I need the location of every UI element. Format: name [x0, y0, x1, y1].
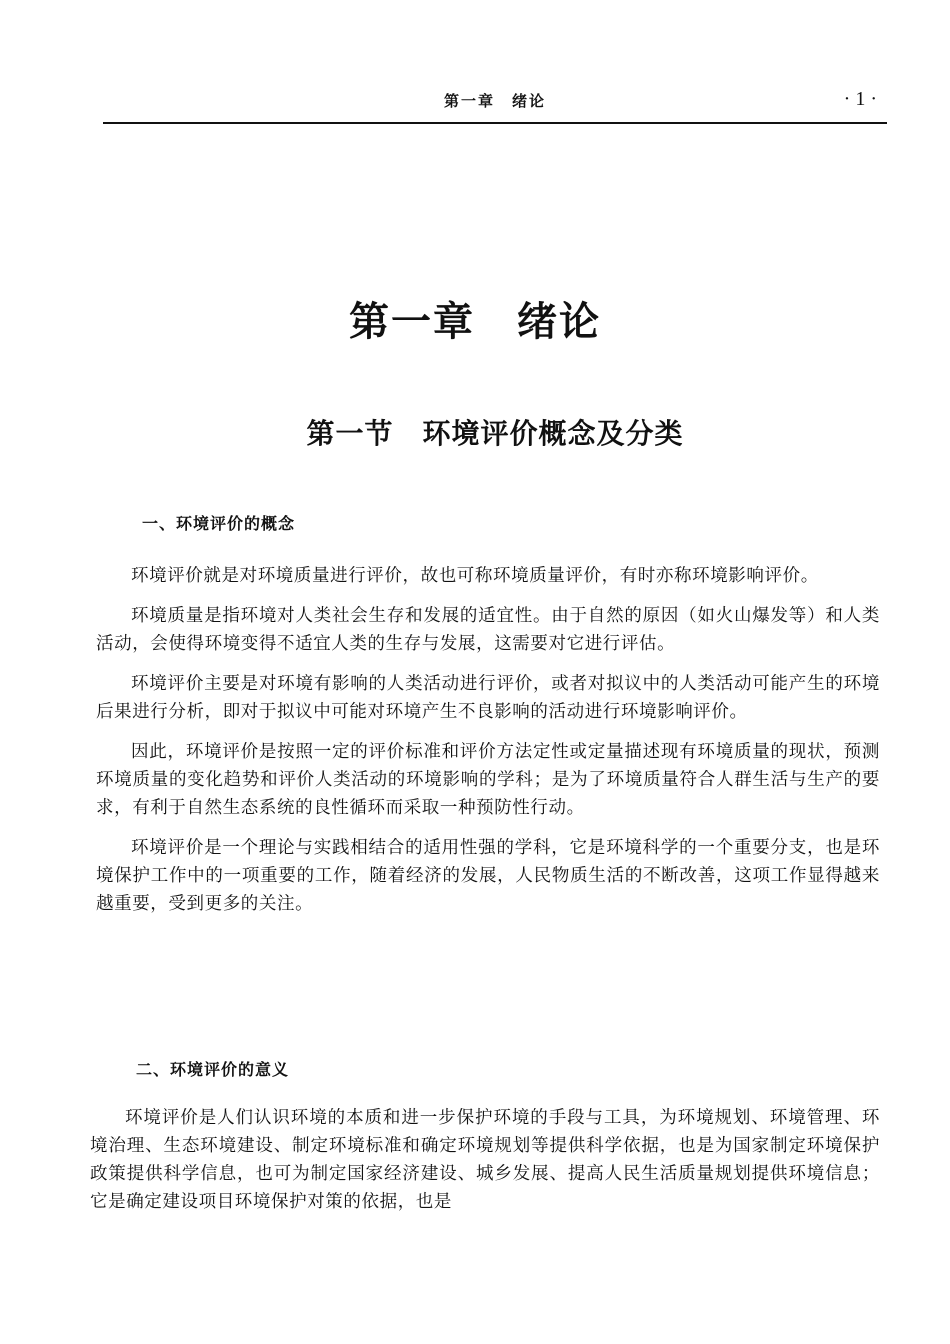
paragraph: 环境评价就是对环境质量进行评价，故也可称环境质量评价，有时亦称环境影响评价。 — [131, 566, 819, 586]
section-title: 第一节 环境评价概念及分类 — [306, 417, 684, 450]
chapter-title: 第一章 绪论 — [349, 299, 601, 345]
paragraph: 因此，环境评价是按照一定的评价标准和评价方法定性或定量描述现有环境质量的现状，预测环境质量的变化趋势和评价人类活动的环境影响的学科；是为了环境质量符合人群生活与生产的要求，有利于自然生态系统的良性循环而采取一种预防性行动。 — [96, 742, 880, 818]
page-number: · 1 · — [843, 88, 877, 110]
running-title: 第一章 绪论 — [443, 92, 546, 110]
subsection-body-concept — [96, 562, 880, 930]
subsection-heading-significance: 二、环境评价的意义 — [136, 1060, 290, 1079]
running-header — [103, 88, 887, 118]
subsection-heading-concept: 一、环境评价的概念 — [142, 514, 296, 533]
header-rule — [103, 122, 887, 124]
paragraph: 环境评价是一个理论与实践相结合的适用性强的学科，它是环境科学的一个重要分支，也是环境保护工作中的一项重要的工作，随着经济的发展，人民物质生活的不断改善，这项工作显得越来越重要，受到更多的关注。 — [96, 838, 880, 914]
subsection-body-significance — [90, 1104, 880, 1228]
paragraph: 环境质量是指环境对人类社会生存和发展的适宜性。由于自然的原因（如火山爆发等）和人类活动，会使得环境变得不适宜人类的生存与发展，这需要对它进行评估。 — [96, 606, 880, 654]
paragraph: 环境评价主要是对环境有影响的人类活动进行评价，或者对拟议中的人类活动可能产生的环境后果进行分析，即对于拟议中可能对环境产生不良影响的活动进行环境影响评价。 — [96, 674, 880, 722]
paragraph: 环境评价是人们认识环境的本质和进一步保护环境的手段与工具，为环境规划、环境管理、环境治理、生态环境建设、制定环境标准和确定环境规划等提供科学依据，也是为国家制定环境保护政策提供科学信息，也可为制定国家经济建设、城乡发展、提高人民生活质量规划提供环境信息；它是确定建设项目环境保护对策的依据，也是 — [90, 1108, 880, 1212]
